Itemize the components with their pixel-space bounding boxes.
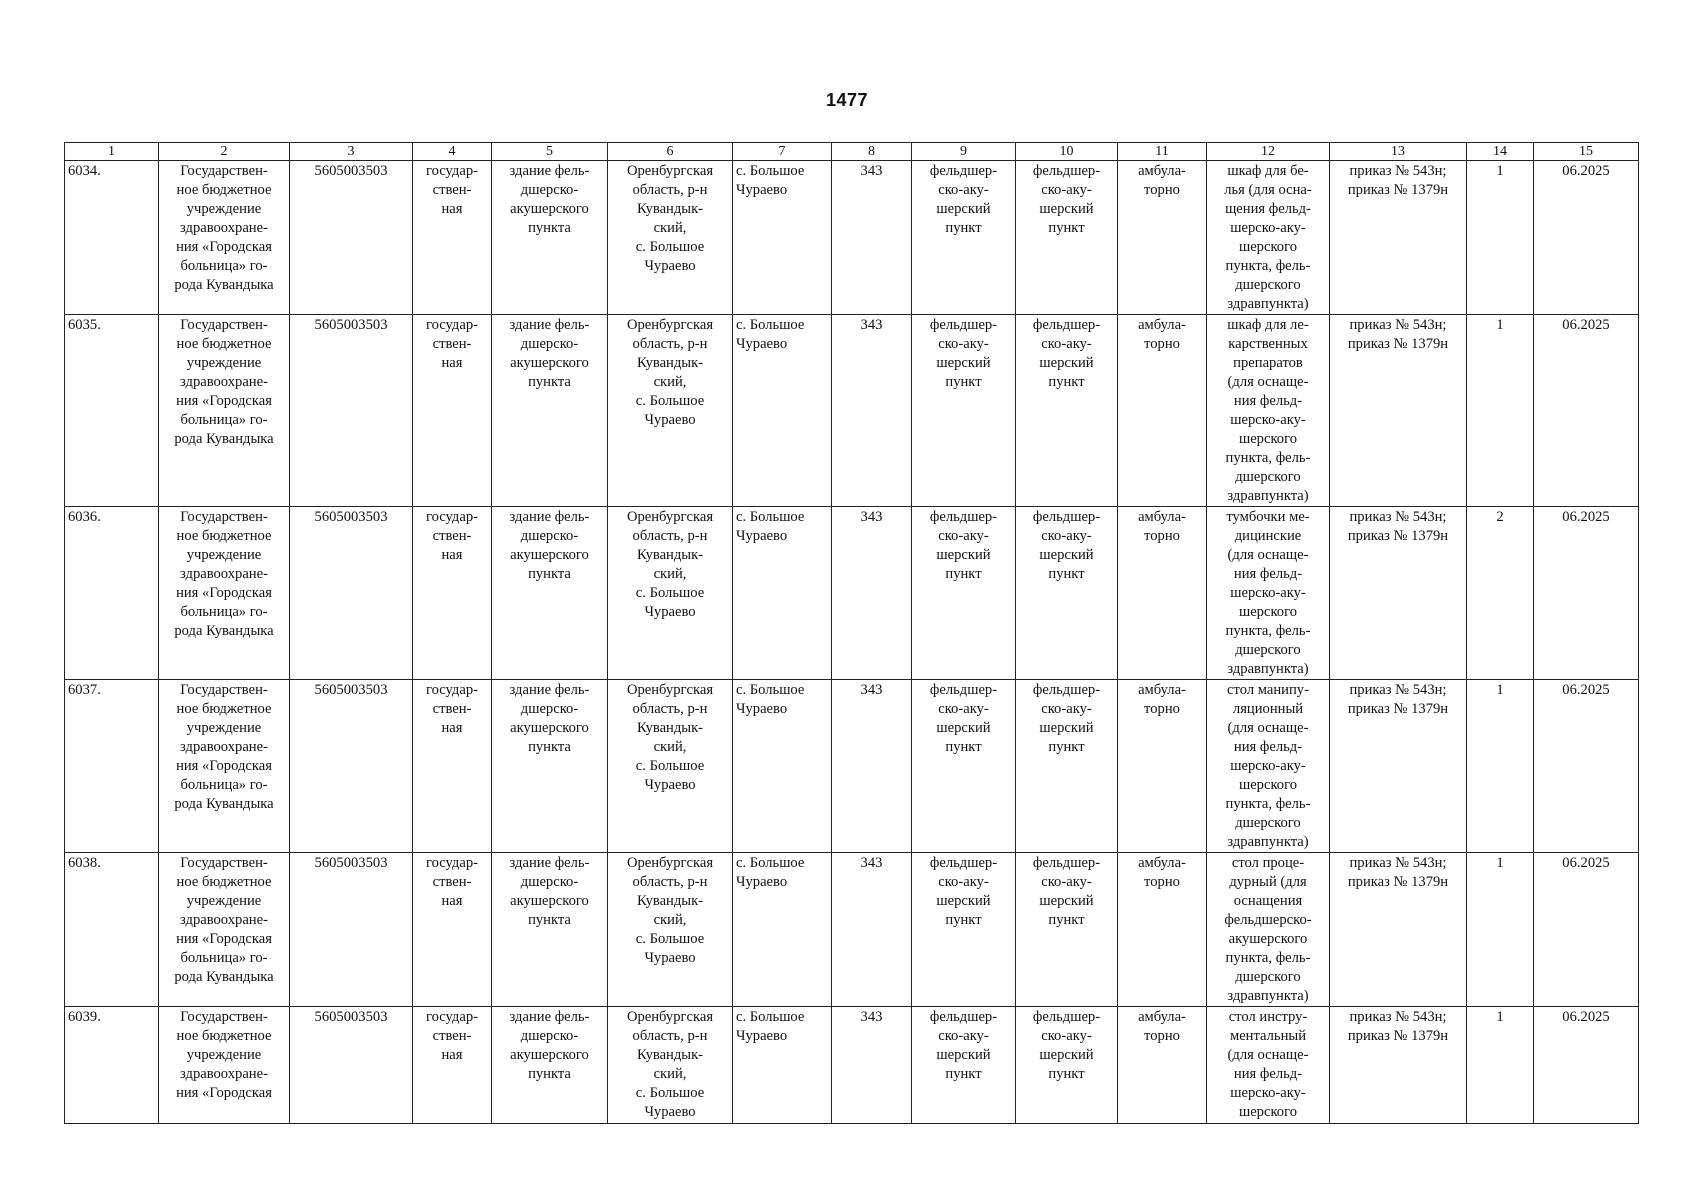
order-cell: приказ № 543н; приказ № 1379н xyxy=(1330,507,1467,680)
care-conditions-cell: амбула- торно xyxy=(1118,507,1207,680)
column-header: 14 xyxy=(1467,143,1534,161)
equipment-cell: шкаф для ле- карственных препаратов (для оснаще- ния фельд- шерско-аку- шерского пункта, фель- дшерского здравпункта) xyxy=(1207,315,1330,507)
address-cell: Оренбургская область, р-н Кувандык- ский, с. Большое Чураево xyxy=(608,161,733,315)
date-cell: 06.2025 xyxy=(1534,680,1639,853)
column-header: 11 xyxy=(1118,143,1207,161)
date-cell: 06.2025 xyxy=(1534,853,1639,1007)
ownership-cell: государ- ствен- ная xyxy=(413,1007,492,1124)
date-cell: 06.2025 xyxy=(1534,507,1639,680)
registry-table xyxy=(64,142,1639,1124)
row-number-cell: 6037. xyxy=(65,680,159,853)
code-cell: 343 xyxy=(832,507,912,680)
row-number-cell: 6035. xyxy=(65,315,159,507)
locality-cell: с. Большое Чураево xyxy=(733,507,832,680)
locality-cell: с. Большое Чураево xyxy=(733,853,832,1007)
column-header: 13 xyxy=(1330,143,1467,161)
equipment-cell: тумбочки ме- дицинские (для оснаще- ния фельд- шерско-аку- шерского пункта, фель- дшерского здравпункта) xyxy=(1207,507,1330,680)
quantity-cell: 1 xyxy=(1467,853,1534,1007)
table-row xyxy=(65,680,1639,853)
quantity-cell: 1 xyxy=(1467,315,1534,507)
code-cell: 343 xyxy=(832,315,912,507)
row-number-cell: 6039. xyxy=(65,1007,159,1124)
care-conditions-cell: амбула- торно xyxy=(1118,680,1207,853)
facility-type-cell: фельдшер- ско-аку- шерский пункт xyxy=(912,315,1016,507)
address-cell: Оренбургская область, р-н Кувандык- ский, с. Большое Чураево xyxy=(608,853,733,1007)
ownership-cell: государ- ствен- ная xyxy=(413,507,492,680)
inn-cell: 5605003503 xyxy=(290,315,413,507)
building-cell: здание фель- дшерско- акушерского пункта xyxy=(492,161,608,315)
column-header: 10 xyxy=(1016,143,1118,161)
column-header: 7 xyxy=(733,143,832,161)
ownership-cell: государ- ствен- ная xyxy=(413,853,492,1007)
address-cell: Оренбургская область, р-н Кувандык- ский, с. Большое Чураево xyxy=(608,680,733,853)
facility-type-cell: фельдшер- ско-аку- шерский пункт xyxy=(912,161,1016,315)
building-cell: здание фель- дшерско- акушерского пункта xyxy=(492,315,608,507)
organization-cell: Государствен- ное бюджетное учреждение здравоохране- ния «Городская больница» го- рода Кувандыка xyxy=(159,680,290,853)
building-cell: здание фель- дшерско- акушерского пункта xyxy=(492,507,608,680)
quantity-cell: 1 xyxy=(1467,680,1534,853)
column-header: 12 xyxy=(1207,143,1330,161)
row-number-cell: 6036. xyxy=(65,507,159,680)
column-header: 9 xyxy=(912,143,1016,161)
column-header: 1 xyxy=(65,143,159,161)
code-cell: 343 xyxy=(832,853,912,1007)
order-cell: приказ № 543н; приказ № 1379н xyxy=(1330,161,1467,315)
facility-type-cell: фельдшер- ско-аку- шерский пункт xyxy=(912,1007,1016,1124)
locality-cell: с. Большое Чураево xyxy=(733,161,832,315)
date-cell: 06.2025 xyxy=(1534,161,1639,315)
facility-type-cell: фельдшер- ско-аку- шерский пункт xyxy=(912,680,1016,853)
column-header: 6 xyxy=(608,143,733,161)
column-header: 8 xyxy=(832,143,912,161)
organization-cell: Государствен- ное бюджетное учреждение здравоохране- ния «Городская больница» го- рода Кувандыка xyxy=(159,161,290,315)
care-conditions-cell: амбула- торно xyxy=(1118,161,1207,315)
building-cell: здание фель- дшерско- акушерского пункта xyxy=(492,1007,608,1124)
address-cell: Оренбургская область, р-н Кувандык- ский, с. Большое Чураево xyxy=(608,315,733,507)
column-header: 4 xyxy=(413,143,492,161)
equipment-cell: стол манипу- ляционный (для оснаще- ния фельд- шерско-аку- шерского пункта, фель- дшерского здравпункта) xyxy=(1207,680,1330,853)
inn-cell: 5605003503 xyxy=(290,507,413,680)
table-row xyxy=(65,315,1639,507)
care-conditions-cell: амбула- торно xyxy=(1118,315,1207,507)
order-cell: приказ № 543н; приказ № 1379н xyxy=(1330,680,1467,853)
organization-cell: Государствен- ное бюджетное учреждение здравоохране- ния «Городская больница» го- рода Кувандыка xyxy=(159,853,290,1007)
facility-type-cell: фельдшер- ско-аку- шерский пункт xyxy=(912,507,1016,680)
ownership-cell: государ- ствен- ная xyxy=(413,315,492,507)
code-cell: 343 xyxy=(832,680,912,853)
column-header: 5 xyxy=(492,143,608,161)
inn-cell: 5605003503 xyxy=(290,853,413,1007)
column-header: 2 xyxy=(159,143,290,161)
order-cell: приказ № 543н; приказ № 1379н xyxy=(1330,315,1467,507)
table-row xyxy=(65,1007,1639,1124)
order-cell: приказ № 543н; приказ № 1379н xyxy=(1330,1007,1467,1124)
code-cell: 343 xyxy=(832,161,912,315)
organization-cell: Государствен- ное бюджетное учреждение здравоохране- ния «Городская больница» го- рода Кувандыка xyxy=(159,315,290,507)
building-cell: здание фель- дшерско- акушерского пункта xyxy=(492,853,608,1007)
ownership-cell: государ- ствен- ная xyxy=(413,161,492,315)
equipment-cell: стол инстру- ментальный (для оснаще- ния фельд- шерско-аку- шерского xyxy=(1207,1007,1330,1124)
subdivision-cell: фельдшер- ско-аку- шерский пункт xyxy=(1016,680,1118,853)
subdivision-cell: фельдшер- ско-аку- шерский пункт xyxy=(1016,1007,1118,1124)
inn-cell: 5605003503 xyxy=(290,680,413,853)
building-cell: здание фель- дшерско- акушерского пункта xyxy=(492,680,608,853)
quantity-cell: 1 xyxy=(1467,1007,1534,1124)
table-row xyxy=(65,507,1639,680)
address-cell: Оренбургская область, р-н Кувандык- ский, с. Большое Чураево xyxy=(608,1007,733,1124)
care-conditions-cell: амбула- торно xyxy=(1118,853,1207,1007)
table-row xyxy=(65,853,1639,1007)
subdivision-cell: фельдшер- ско-аку- шерский пункт xyxy=(1016,853,1118,1007)
inn-cell: 5605003503 xyxy=(290,1007,413,1124)
ownership-cell: государ- ствен- ная xyxy=(413,680,492,853)
code-cell: 343 xyxy=(832,1007,912,1124)
organization-cell: Государствен- ное бюджетное учреждение здравоохране- ния «Городская xyxy=(159,1007,290,1124)
date-cell: 06.2025 xyxy=(1534,315,1639,507)
locality-cell: с. Большое Чураево xyxy=(733,315,832,507)
page-number: 1477 xyxy=(825,90,869,110)
inn-cell: 5605003503 xyxy=(290,161,413,315)
quantity-cell: 1 xyxy=(1467,161,1534,315)
address-cell: Оренбургская область, р-н Кувандык- ский, с. Большое Чураево xyxy=(608,507,733,680)
date-cell: 06.2025 xyxy=(1534,1007,1639,1124)
row-number-cell: 6034. xyxy=(65,161,159,315)
care-conditions-cell: амбула- торно xyxy=(1118,1007,1207,1124)
equipment-cell: стол проце- дурный (для оснащения фельдшерско- акушерского пункта, фель- дшерского здравпункта) xyxy=(1207,853,1330,1007)
column-header: 15 xyxy=(1534,143,1639,161)
locality-cell: с. Большое Чураево xyxy=(733,1007,832,1124)
facility-type-cell: фельдшер- ско-аку- шерский пункт xyxy=(912,853,1016,1007)
column-header: 3 xyxy=(290,143,413,161)
subdivision-cell: фельдшер- ско-аку- шерский пункт xyxy=(1016,161,1118,315)
quantity-cell: 2 xyxy=(1467,507,1534,680)
subdivision-cell: фельдшер- ско-аку- шерский пункт xyxy=(1016,315,1118,507)
table-row xyxy=(65,161,1639,315)
header-row xyxy=(65,143,1639,161)
locality-cell: с. Большое Чураево xyxy=(733,680,832,853)
subdivision-cell: фельдшер- ско-аку- шерский пункт xyxy=(1016,507,1118,680)
organization-cell: Государствен- ное бюджетное учреждение здравоохране- ния «Городская больница» го- рода Кувандыка xyxy=(159,507,290,680)
equipment-cell: шкаф для бе- лья (для осна- щения фельд- шерско-аку- шерского пункта, фель- дшерского здравпункта) xyxy=(1207,161,1330,315)
row-number-cell: 6038. xyxy=(65,853,159,1007)
order-cell: приказ № 543н; приказ № 1379н xyxy=(1330,853,1467,1007)
